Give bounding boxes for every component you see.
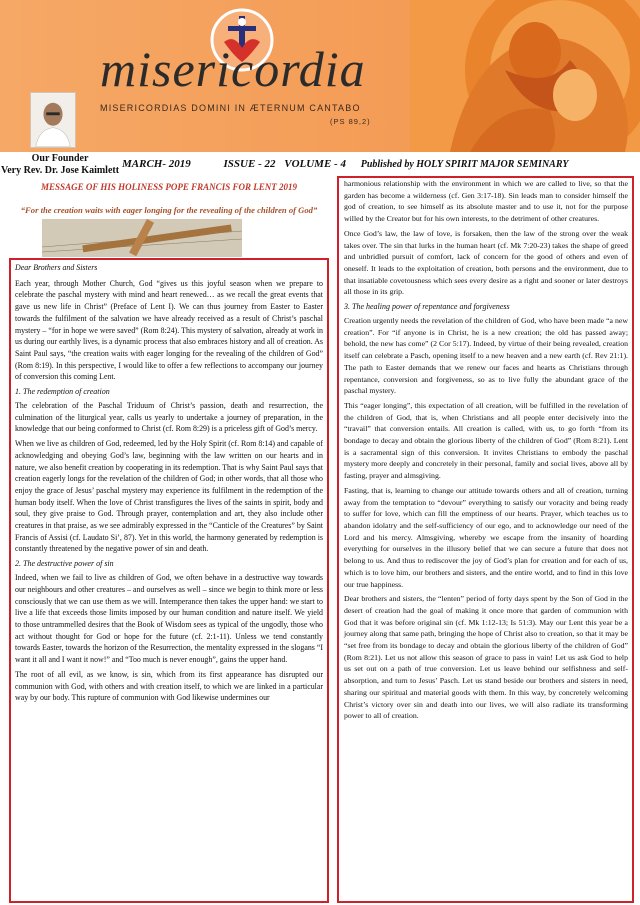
article-paragraph: harmonious relationship with the environment in which we are called to live, so that the garden has become a wilderness (cf. Gen 3:17-18). Sin leads man to consider himself the god of creation, to see himself as its absolute master and to use it, not for the purpose willed by the Creator but for his own interests, to the detriment of other creatures. (344, 179, 628, 224)
article-salutation: Dear Brothers and Sisters (15, 263, 98, 272)
issue-volume: VOLUME - 4 (284, 158, 346, 170)
article-paragraph: This “eager longing”, this expectation of all creation, will be fulfilled in the revelation of the children of God, that is, when Christians and all people enter decisively into the “travail” that conversion entails. All creation is called, with us, to go forth “from its bondage to decay and obtain the glorious liberty of the children of God” (Rom 8:21). Lent is a sacramental sign of this conversion. It invites Christians to embody the paschal mystery more deeply and concretely in their personal, family and social lives, above all by fasting, prayer and almsgiving. (344, 400, 628, 481)
section-heading: 1. The redemption of creation (15, 387, 110, 397)
article-paragraph: Fasting, that is, learning to change our attitude towards others and all of creation, turning away from the temptation to “devour” everything to satisfy our voracity and being ready to suffer for love, which can fill the emptiness of our hearts. Prayer, which teaches us to abandon idolatry and the self-sufficiency of our ego, and to acknowledge our need of the Lord and his mercy. Almsgiving, whereby we escape from the insanity of hoarding everything for ourselves in the illusory belief that we can secure a future that does not belong to us. And thus to rediscover the joy of God’s plan for creation and for each of us, which is to love him, our brothers and sisters, and the entire world, and to find in this love our true happiness. (344, 485, 628, 589)
masthead (0, 0, 640, 152)
embrace-artwork (410, 0, 640, 152)
masthead-title: misericordia (100, 41, 366, 97)
article-paragraph: Once God’s law, the law of love, is forsaken, then the law of the strong over the weak takes over. The sin that lurks in the human heart (cf. Mk 7:20-23) takes the shape of greed and unbridled pursuit of comfort, lack of concern for the good of others and even of oneself. It leads to the exploitation of creation, both persons and the environment, due to that insatiable covetousness which sees every desire as a right and sooner or later destroys all those in its grip. (344, 228, 628, 297)
article-paragraph: The root of all evil, as we know, is sin, which from its first appearance has disrupted our communion with God, with others and with creation itself, to which we are linked in a particular way by our body. This rupture of communion with God likewise undermines our (15, 669, 323, 703)
article-paragraph: The celebration of the Paschal Triduum of Christ’s passion, death and resurrection, the culmination of the liturgical year, calls us yearly to undertake a journey of preparation, in the knowledge that our being conformed to Christ (cf. Rom 8:29) is a priceless gift of God’s mercy. (15, 401, 323, 434)
article-left-column (9, 258, 329, 903)
article-quote: “For the creation waits with eager longing for the revealing of the children of God” (20, 205, 318, 215)
article-paragraph: Dear brothers and sisters, the “lenten” period of forty days spent by the Son of God in the desert of creation had the goal of making it once more that garden of communion with God that it was before original sin (cf. Mk 1:12-13; Is 51:3). May our Lent this year be a journey along that same path, bringing the hope of Christ also to creation, so that it may be “set free from its bondage to decay and obtain the glorious liberty of the children of God” (Rom 8:21). Let us not allow this season of grace to pass in vain! Let us ask God to help us set out on a path of true conversion. Let us leave behind our selfishness and self-absorption, and turn to Jesus’ Pasch. Let us stand beside our brothers and sisters in need, sharing our spiritual and material goods with them. In this way, by concretely welcoming Christ’s victory over sin and death into our lives, we will also radiate its transforming power to all of creation. (344, 594, 628, 721)
founder-caption (0, 153, 120, 177)
article-paragraph: When we live as children of God, redeemed, led by the Holy Spirit (cf. Rom 8:14) and capable of acknowledging and obeying God’s law, beginning with the law written on our hearts and in nature, we also benefit creation by cooperating in its redemption. That is why Saint Paul says that creation eagerly longs for the revelation of the children of God; in other words, that all those who enjoy the grace of Jesus’ paschal mystery may experience its fulfilment in the redemption of the human body itself. When the love of Christ transfigures the lives of the saints in spirit, body and soul, they give praise to God. Through prayer, contemplation and art, they also include other creatures in that praise, as we see admirably expressed in the “Canticle of the Creatures” by Saint Francis of Assisi (cf. Laudato Si’, 87). Yet in this world, the harmony generated by redemption is constantly threatened by the negative power of sin and death. (15, 439, 323, 554)
masthead-reference: (PS 89,2) (330, 117, 371, 126)
wooden-cross-image (42, 219, 242, 257)
issue-date: MARCH- 2019 (122, 158, 191, 170)
article-paragraph: Indeed, when we fail to live as children of God, we often behave in a destructive way towards our neighbours and other creatures – and ourselves as well – since we begin to think more or less consciously that we can use them as we will. Intemperance then takes the upper hand: we start to live a life that exceeds those limits imposed by our human condition and nature itself. We yield to those untrammelled desires that the Book of Wisdom sees as typical of the ungodly, those who act without thought for God or hope for the future (cf. 2:1-11). Unless we tend constantly towards Easter, towards the horizon of the Resurrection, the mentality expressed in the slogans “I want it all and I want it now!” and “Too much is never enough”, gains the upper hand. (15, 573, 323, 665)
article-paragraph: Creation urgently needs the revelation of the children of God, who have been made “a new creation”. For “if anyone is in Christ, he is a new creation; the old has passed away; behold, the new has come” (2 Cor 5:17). Indeed, by virtue of their being revealed, creation itself can celebrate a Pasch, opening itself to a new heaven and a new earth (cf. Rev 21:1). The path to Easter demands that we renew our faces and hearts as Christians through repentance, conversion and forgiveness, so as to live fully the abundant grace of the paschal mystery. (344, 316, 628, 396)
section-heading: 2. The destructive power of sin (15, 559, 114, 569)
masthead-subtitle: MISERICORDIAS DOMINI IN ÆTERNUM CANTABO (100, 103, 361, 113)
article-title: MESSAGE OF HIS HOLINESS POPE FRANCIS FOR LENT 2019 (41, 182, 297, 192)
founder-label: Our Founder (31, 153, 89, 164)
issue-publisher: Published by HOLY SPIRIT MAJOR SEMINARY (360, 159, 569, 170)
article-paragraph: Each year, through Mother Church, God “gives us this joyful season when we prepare to celebrate the paschal mystery with mind and heart renewed… as we recall the great events that gave us new life in Christ” (Preface of Lent I). We can thus journey from Easter to Easter towards the fulfilment of the salvation we have already received as a result of Christ’s paschal mystery – “for in hope we were saved” (Rom 8:24). This mystery of salvation, already at work in us during our earthly lives, is a dynamic process that also embraces history and all of creation. As Saint Paul says, “the creation waits with eager longing for the revealing of the children of God” (Rom 8:19). In this perspective, I would like to offer a few reflections to accompany our journey of conversion this coming Lent. (15, 278, 323, 382)
section-heading: 3. The healing power of repentance and forgiveness (344, 302, 510, 312)
article-right-column (337, 176, 634, 903)
issue-line (122, 158, 568, 170)
issue-number: ISSUE - 22 (223, 158, 276, 170)
founder-name: Very Rev. Dr. Jose Kaimlett (0, 165, 120, 176)
founder-photo (30, 92, 76, 148)
